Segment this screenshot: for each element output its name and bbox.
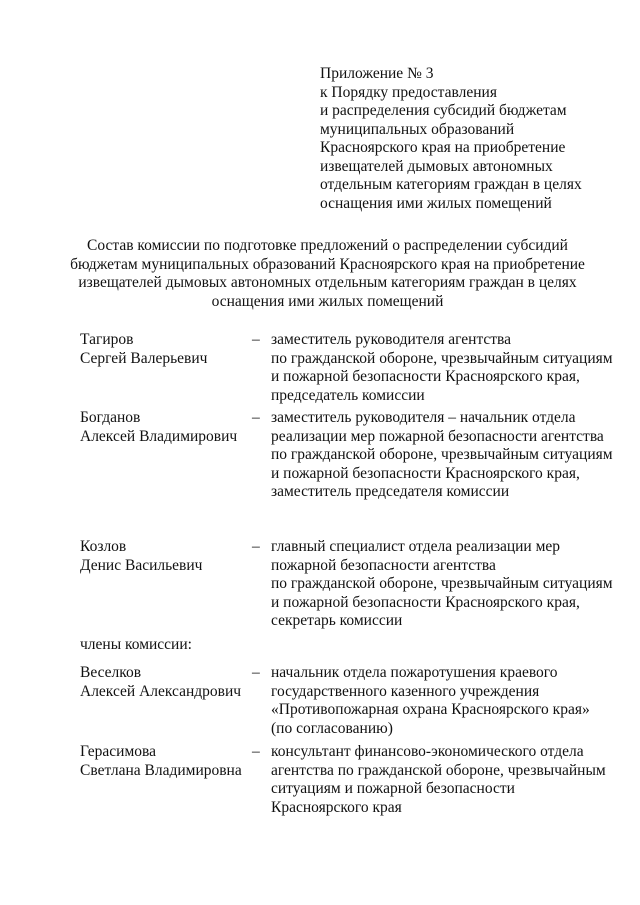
document-title xyxy=(70,237,585,311)
role-line: и пожарной безопасности Красноярского края, xyxy=(271,368,580,385)
dash-separator: – xyxy=(252,331,260,348)
person-name xyxy=(80,743,250,780)
surname: Тагиров xyxy=(80,331,134,348)
given-names: Алексей Владимирович xyxy=(80,427,238,445)
surname: Козлов xyxy=(80,538,127,555)
appendix-line: извещателей дымовых автономных xyxy=(320,157,553,175)
given-names: Денис Васильевич xyxy=(80,556,203,574)
role-line: начальник отдела пожаротушения краевого xyxy=(271,664,558,681)
title-line: Состав комиссии по подготовке предложений о распределении субсидий xyxy=(87,237,568,254)
given-names: Сергей Валерьевич xyxy=(80,349,208,367)
dash-separator: – xyxy=(252,743,260,760)
role-line: главный специалист отдела реализации мер xyxy=(271,538,561,555)
appendix-line: Красноярского края на приобретение xyxy=(320,139,566,156)
role-line: заместитель председателя комиссии xyxy=(271,483,510,500)
appendix-line: Приложение № 3 xyxy=(320,65,434,82)
title-line: извещателей дымовых автономных отдельным категориям граждан в целях xyxy=(78,274,577,291)
role-line: ситуациям и пожарной безопасности xyxy=(271,780,515,797)
appendix-line: к Порядку предоставления xyxy=(320,83,497,101)
role-line: заместитель руководителя агентства xyxy=(271,331,512,348)
title-line: бюджетам муниципальных образований Красноярского края на приобретение xyxy=(70,255,585,273)
person-name xyxy=(80,409,250,446)
person-role xyxy=(271,743,611,817)
person-role xyxy=(271,664,611,738)
appendix-line: отдельным категориям граждан в целях xyxy=(320,176,582,193)
role-line: «Противопожарная охрана Красноярского края» xyxy=(271,701,590,718)
role-line: и пожарной безопасности Красноярского края, xyxy=(271,464,580,482)
given-names: Алексей Александрович xyxy=(80,682,242,700)
role-line: государственного казенного учреждения xyxy=(271,682,540,700)
person-role xyxy=(271,538,611,631)
role-line: секретарь комиссии xyxy=(271,612,403,629)
surname: Герасимова xyxy=(80,743,157,760)
person-name xyxy=(80,538,250,575)
role-line: и пожарной безопасности Красноярского края, xyxy=(271,593,580,611)
person-name xyxy=(80,331,250,368)
dash-separator: – xyxy=(252,409,260,426)
role-line: по гражданской обороне, чрезвычайным ситуациям xyxy=(271,446,613,463)
role-line: (по согласованию) xyxy=(271,719,393,737)
members-label: члены комиссии: xyxy=(80,636,192,653)
role-line: по гражданской обороне, чрезвычайным ситуациям xyxy=(271,575,613,592)
surname: Веселков xyxy=(80,664,142,681)
appendix-header xyxy=(320,65,582,213)
role-line: консультант финансово-экономического отдела xyxy=(271,743,584,760)
role-line: заместитель руководителя – начальник отдела xyxy=(271,409,576,426)
role-line: по гражданской обороне, чрезвычайным ситуациям xyxy=(271,349,613,367)
surname: Богданов xyxy=(80,409,141,426)
appendix-line: оснащения ими жилых помещений xyxy=(320,194,552,212)
role-line: агентства по гражданской обороне, чрезвычайным xyxy=(271,761,606,779)
title-line: оснащения ими жилых помещений xyxy=(211,292,444,310)
person-role xyxy=(271,331,611,405)
role-line: председатель комиссии xyxy=(271,386,425,404)
dash-separator: – xyxy=(252,538,260,555)
role-line: реализации мер пожарной безопасности агентства xyxy=(271,427,604,445)
role-line: Красноярского края xyxy=(271,798,402,816)
given-names: Светлана Владимировна xyxy=(80,761,242,779)
appendix-line: муниципальных образований xyxy=(320,120,515,138)
person-role xyxy=(271,409,611,502)
dash-separator: – xyxy=(252,664,260,681)
role-line: пожарной безопасности агентства xyxy=(271,556,496,574)
person-name xyxy=(80,664,250,701)
appendix-line: и распределения субсидий бюджетам xyxy=(320,102,567,119)
